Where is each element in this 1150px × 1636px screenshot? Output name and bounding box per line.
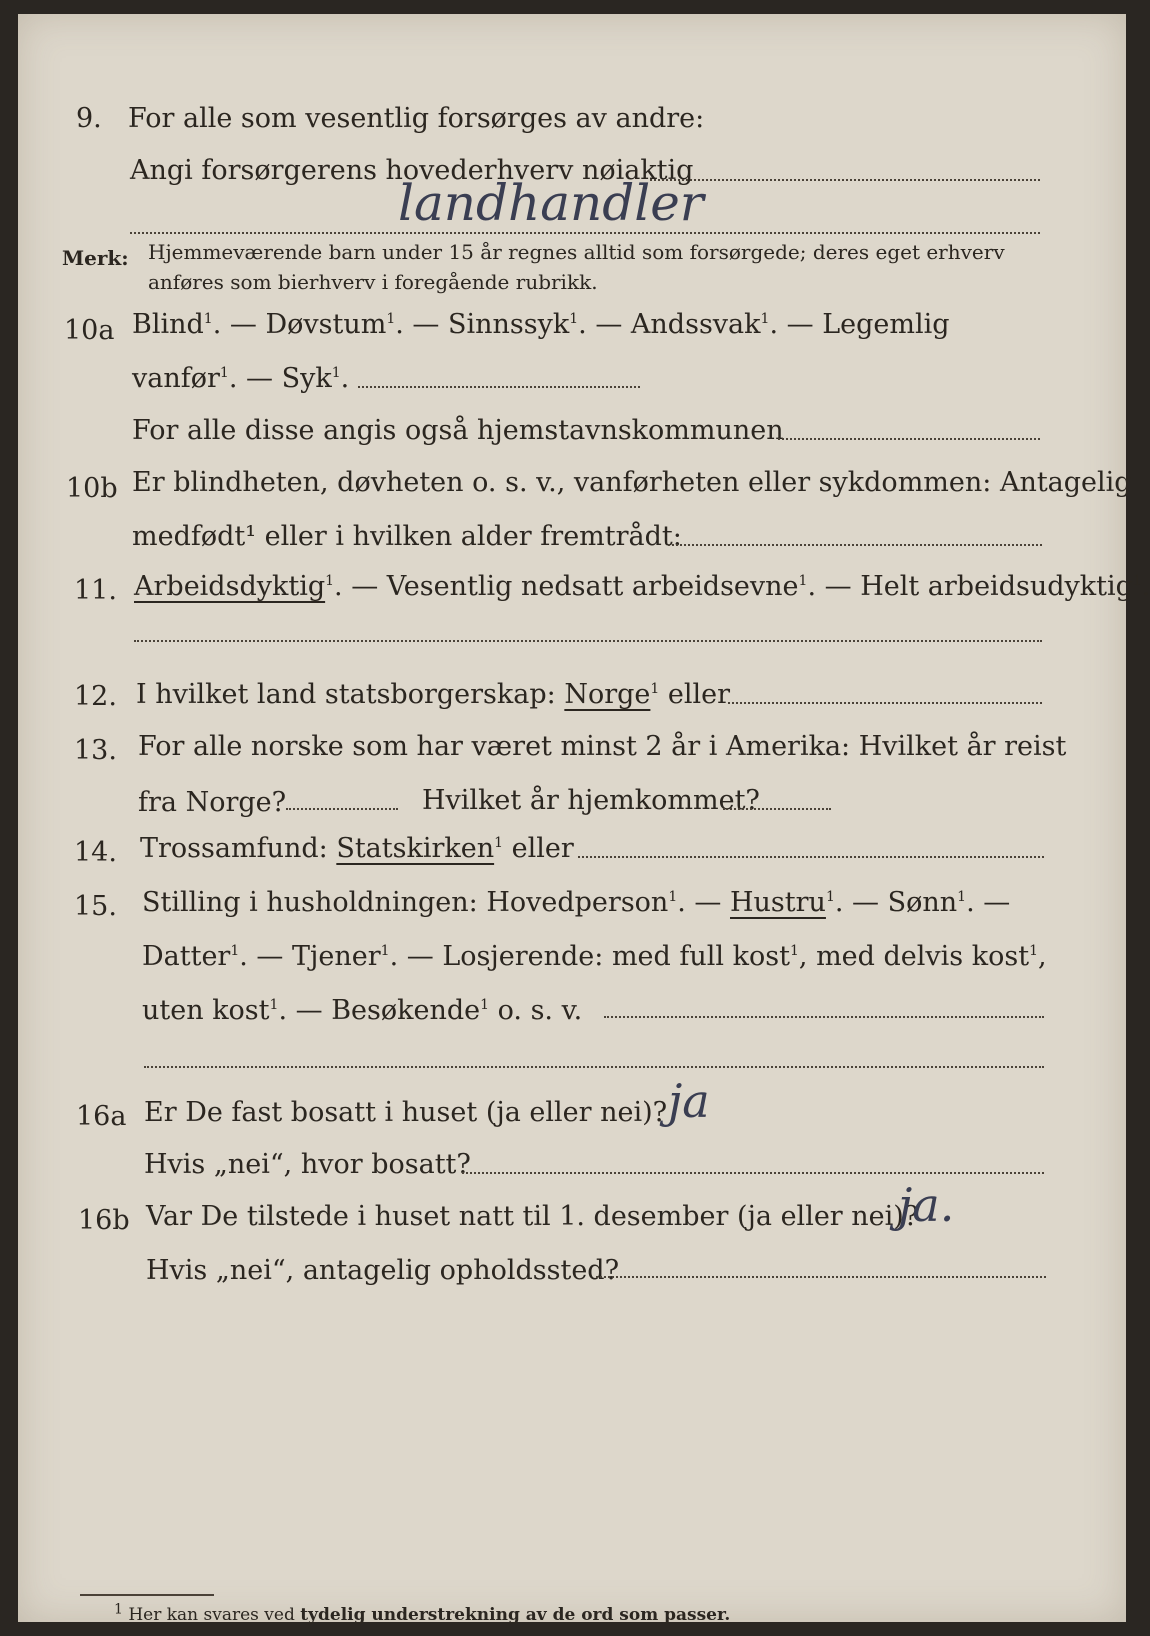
q9-fill-line-2[interactable] <box>130 232 1040 234</box>
q16a-line2: Hvis „nei“, hvor bosatt? <box>144 1149 471 1180</box>
q16b-fill-line[interactable] <box>596 1276 1046 1278</box>
q15-number: 15. <box>74 891 117 922</box>
q15-line3: uten kost$^1$. — Besøkende$^1$ o. s. v. <box>142 995 583 1026</box>
q14-statskirken: Statskirken <box>336 833 495 864</box>
footnote: $^1$ Her kan svares ved tydelig understrekning av de ord som passer. <box>114 1601 731 1625</box>
q11-line1: Arbeidsdyktig$^1$. — Vesentlig nedsatt arbeidsevne$^1$. — Helt arbeidsudyktig$^1$. <box>134 571 1150 602</box>
q10a-fill-line[interactable] <box>358 386 640 388</box>
q14-fill-line[interactable] <box>578 856 1044 858</box>
q13-line1: For alle norske som har været minst 2 år i Amerika: Hvilket år reist <box>138 731 1067 762</box>
q10a-number: 10a <box>64 315 115 346</box>
q13-line2a: fra Norge? <box>138 787 287 818</box>
q10a-syk: Syk <box>281 363 332 394</box>
q15-hustru: Hustru <box>730 887 826 918</box>
q9-fill-line[interactable] <box>650 179 1040 181</box>
q16a-line1: Er De fast bosatt i huset (ja eller nei)? <box>144 1097 668 1128</box>
q16a-handwritten-answer: ja <box>668 1074 710 1128</box>
q15-fill-line-2[interactable] <box>144 1066 1044 1068</box>
q12-number: 12. <box>74 681 117 712</box>
q11-number: 11. <box>74 575 117 606</box>
q13-number: 13. <box>74 735 117 766</box>
q13-fill-line-b[interactable] <box>723 808 831 810</box>
q11-arbeidsudyktig: Helt arbeidsudyktig <box>860 571 1133 602</box>
q10a-fill-line-2[interactable] <box>778 438 1040 440</box>
merk-line2: anføres som bierhverv i foregående rubrikk. <box>148 270 598 294</box>
q14-number: 14. <box>74 837 117 868</box>
q15-line1: Stilling i husholdningen: Hovedperson$^1$. — Hustru$^1$. — Sønn$^1$. — <box>142 887 1011 918</box>
q12-fill-line[interactable] <box>728 702 1042 704</box>
q16a-fill-line[interactable] <box>462 1172 1044 1174</box>
q10a-line3: For alle disse angis også hjemstavnskommunen <box>132 415 784 446</box>
q16a-number: 16a <box>76 1101 127 1132</box>
q12-line1: I hvilket land statsborgerskap: Norge$^1$ eller <box>136 679 731 710</box>
merk-label: Merk: <box>62 246 129 270</box>
q15-line2: Datter$^1$. — Tjener$^1$. — Losjerende: med full kost$^1$, med delvis kost$^1$, <box>142 941 1047 972</box>
q10a-blind: Blind <box>132 309 204 340</box>
q13-line2b: Hvilket år hjemkommet? <box>422 785 760 816</box>
q10b-number: 10b <box>66 473 118 504</box>
footnote-rule <box>80 1594 214 1596</box>
q15-fill-line[interactable] <box>604 1016 1044 1018</box>
q11-fill-line[interactable] <box>134 640 1042 642</box>
q10a-vanfor: vanfør <box>132 363 220 394</box>
q10b-fill-line[interactable] <box>668 544 1042 546</box>
q16b-line1: Var De tilstede i huset natt til 1. desember (ja eller nei)? <box>146 1201 919 1232</box>
q10b-line1: Er blindheten, døvheten o. s. v., vanførheten eller sykdommen: Antagelig <box>132 467 1132 498</box>
q10a-line2: vanfør$^1$. — Syk$^1$. <box>132 363 350 394</box>
q14-line1: Trossamfund: Statskirken$^1$ eller <box>140 833 574 864</box>
q9-handwritten-answer: landhandler <box>398 174 704 232</box>
q13-fill-line-a[interactable] <box>286 808 398 810</box>
q10b-line2: medfødt¹ eller i hvilken alder fremtrådt: <box>132 521 682 552</box>
q16b-number: 16b <box>78 1205 130 1236</box>
q10a-legemlig: Legemlig <box>822 309 950 340</box>
q9-line2: Angi forsørgerens hovederhverv nøiaktig <box>130 155 694 186</box>
q11-arbeidsdyktig: Arbeidsdyktig <box>134 571 326 602</box>
q10a-dovstum: Døvstum <box>265 309 387 340</box>
q11-nedsatt: Vesentlig nedsatt arbeidsevne <box>386 571 799 602</box>
q12-norge: Norge <box>564 679 651 710</box>
q10a-line1: Blind$^1$. — Døvstum$^1$. — Sinnssyk$^1$. — Andssvak$^1$. — Legemlig <box>132 309 950 340</box>
q10a-andssvak: Andssvak <box>630 309 761 340</box>
merk-line1: Hjemmeværende barn under 15 år regnes alltid som forsørgede; deres eget erhverv <box>148 240 1005 264</box>
q16b-line2: Hvis „nei“, antagelig opholdssted? <box>146 1255 620 1286</box>
q10a-sinnssyk: Sinnssyk <box>448 309 570 340</box>
q9-text: For alle som vesentlig forsørges av andre: <box>128 103 705 134</box>
q9-number: 9. <box>76 103 102 134</box>
form-page <box>18 14 1150 1625</box>
q16b-handwritten-answer: ja. <box>898 1178 955 1232</box>
